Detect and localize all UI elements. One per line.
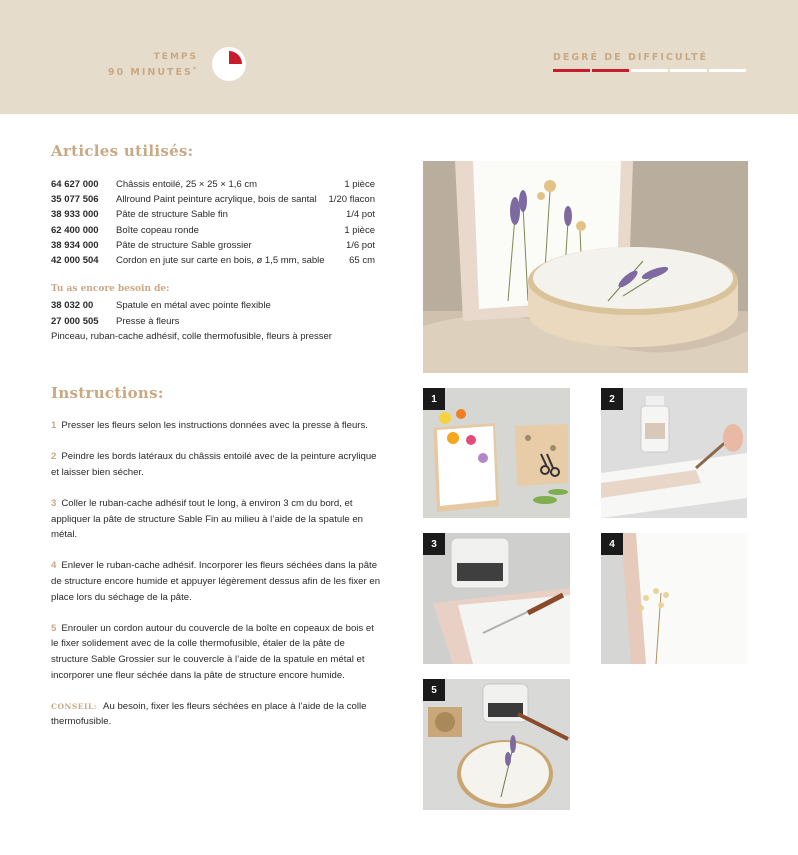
article-description: Presse à fleurs: [116, 315, 180, 327]
article-number: 62 400 000: [51, 224, 99, 236]
instructions-heading: Instructions:: [51, 384, 164, 402]
step-number: 1: [51, 420, 57, 431]
step-badge: 1: [423, 388, 445, 410]
tip-label: CONSEIL:: [51, 701, 98, 711]
difficulty-bar: [709, 69, 746, 72]
extra-material-row: [51, 314, 381, 330]
misc-materials: Pinceau, ruban-cache adhésif, colle thermofusible, fleurs à presser: [51, 331, 332, 342]
step-number: 4: [51, 560, 57, 572]
materials-heading: Articles utilisés:: [51, 142, 194, 160]
step-badge: 2: [601, 388, 623, 410]
difficulty-block: [553, 52, 747, 72]
main-product-photo: [423, 161, 748, 373]
material-row: [51, 238, 375, 253]
article-description: Allround Paint peinture acrylique, bois de santal: [116, 194, 317, 206]
article-number: 35 077 506: [51, 194, 99, 206]
step-text: Enrouler un cordon autour du couvercle de la boîte en copeaux de bois et le fixer solidement avec de la colle thermofusible, étaler de la pâte de structure Sable Grossier sur le couvercle à l’aide de la spatule en métal et incorporer une fleur séchée dans la pâte de structure encore humide.: [51, 622, 374, 681]
article-quantity: 1/20 flacon: [328, 194, 375, 206]
step-badge: 5: [423, 679, 445, 701]
step-number: 3: [51, 497, 57, 509]
article-description: Boîte copeau ronde: [116, 224, 199, 236]
materials-list: [51, 177, 375, 268]
step-badge: 4: [601, 533, 623, 555]
tip-text: Au besoin, fixer les fleurs séchées en place à l’aide de la colle thermofusible.: [51, 700, 367, 728]
step-text: Peindre les bords latéraux du châssis entoilé avec de la peinture acrylique et laisser bien sécher.: [51, 451, 377, 478]
difficulty-bar: [631, 69, 668, 72]
material-row: [51, 223, 375, 238]
article-quantity: 1 pièce: [344, 224, 375, 236]
difficulty-bar: [670, 69, 707, 72]
step-4-photo: [601, 533, 747, 664]
time-clock-icon: [212, 47, 246, 81]
instruction-step: [51, 449, 381, 480]
instruction-step: [51, 621, 381, 683]
instruction-step: [51, 558, 381, 605]
step-text: Presser les fleurs selon les instructions données avec la presse à fleurs.: [61, 420, 368, 431]
article-quantity: 1 pièce: [344, 179, 375, 191]
tip-note: [51, 699, 381, 730]
article-number: 38 934 000: [51, 239, 99, 251]
article-number: 42 000 504: [51, 255, 99, 267]
article-number: 64 627 000: [51, 179, 99, 191]
step-text: Enlever le ruban-cache adhésif. Incorporer les fleurs séchées dans la pâte de structure encore humide et appuyer légèrement dessus afin de les fixer en place lors du séchage de la pâte.: [51, 560, 381, 603]
article-quantity: 1/4 pot: [345, 209, 375, 221]
header-band: [0, 0, 798, 114]
article-description: Spatule en métal avec pointe flexible: [116, 300, 271, 312]
step-text: Coller le ruban-cache adhésif tout le long, à environ 3 cm du bord, et appliquer la pâte de structure Sable Fin au milieu à l’aide de la spatule en métal.: [51, 497, 363, 541]
step-1-photo: [423, 388, 570, 518]
time-block: [108, 52, 198, 79]
article-quantity: 1/6 pot: [345, 239, 375, 251]
step-3-photo: [423, 533, 570, 664]
article-description: Pâte de structure Sable fin: [116, 209, 228, 221]
extra-materials: [51, 284, 381, 345]
step-number: 2: [51, 451, 57, 463]
article-number: 38 933 000: [51, 209, 99, 221]
instructions-list: [51, 418, 381, 730]
extra-material-row: [51, 298, 381, 314]
material-row: [51, 177, 375, 192]
time-label: TEMPS: [153, 52, 198, 62]
step-5-photo: [423, 679, 570, 810]
step-badge: 3: [423, 533, 445, 555]
article-number: 27 000 505: [51, 315, 99, 327]
difficulty-bar: [592, 69, 629, 72]
article-description: Pâte de structure Sable grossier: [116, 239, 252, 251]
difficulty-bar: [553, 69, 590, 72]
material-row: [51, 253, 375, 268]
extra-heading: Tu as encore besoin de:: [51, 284, 170, 294]
instruction-step: [51, 418, 381, 434]
material-row: [51, 192, 375, 207]
instruction-step: [51, 496, 381, 543]
article-number: 38 032 00: [51, 300, 94, 312]
difficulty-label: DEGRÉ DE DIFFICULTÉ: [553, 52, 709, 63]
article-description: Cordon en jute sur carte en bois, ø 1,5 mm, sable: [116, 255, 325, 267]
time-value: 90 MINUTES*: [107, 66, 198, 79]
step-number: 5: [51, 622, 57, 634]
article-quantity: 65 cm: [349, 255, 375, 267]
article-description: Châssis entoilé, 25 × 25 × 1,6 cm: [116, 179, 257, 191]
step-2-photo: [601, 388, 747, 518]
material-row: [51, 207, 375, 222]
difficulty-meter: [553, 69, 747, 72]
